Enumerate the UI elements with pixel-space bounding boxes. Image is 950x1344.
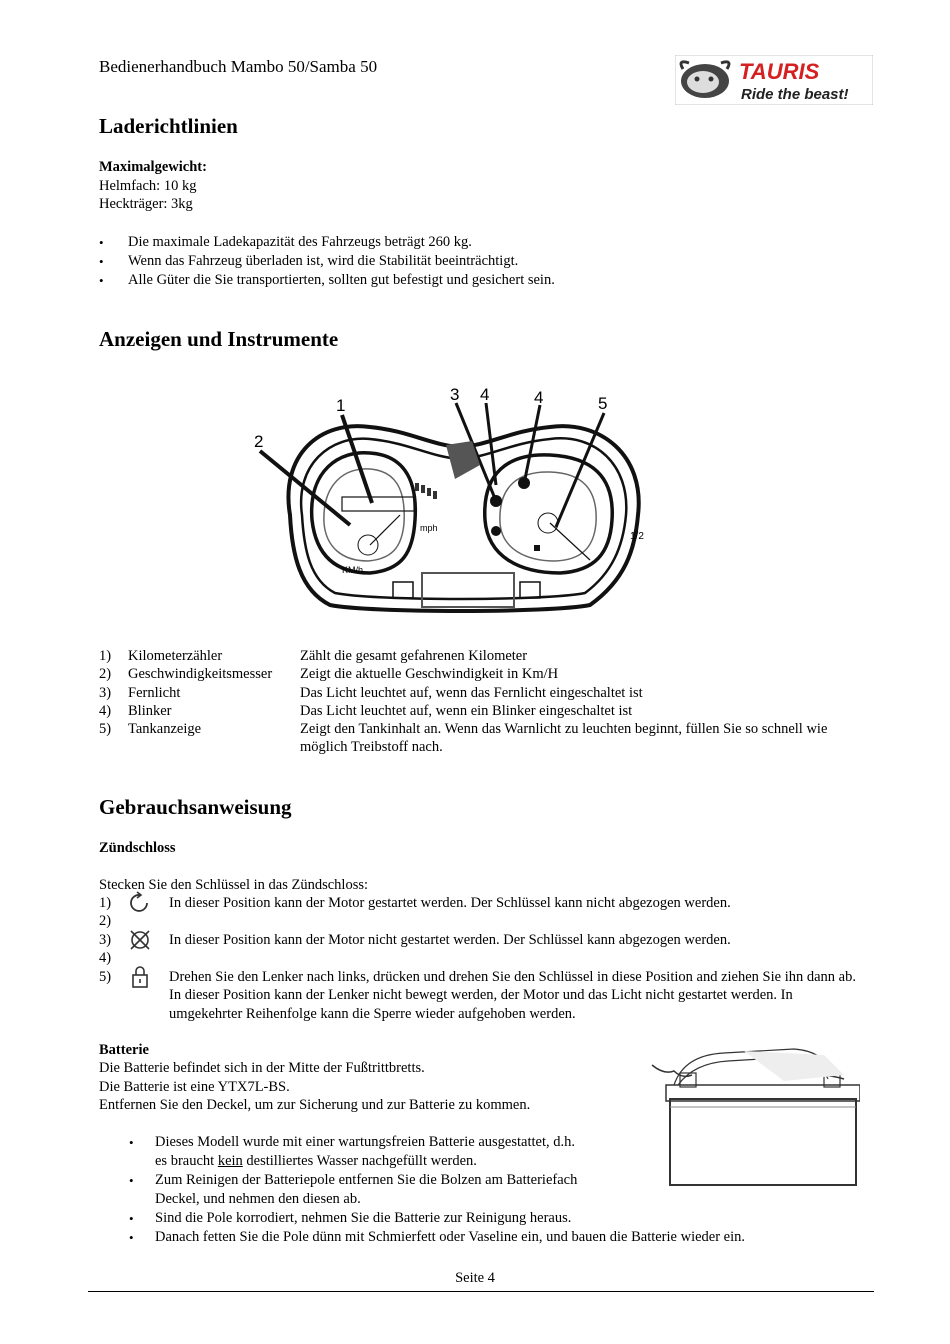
list-item: • Die maximale Ladekapazität des Fahrzeugs beträgt 260 kg. <box>99 233 859 252</box>
max-weight-subheading: Maximalgewicht: <box>99 159 207 175</box>
figure-label-1: 1 <box>336 396 346 415</box>
tauris-logo <box>675 55 873 105</box>
load-bullet-list <box>99 233 859 290</box>
batterie-subheading: Batterie <box>99 1042 149 1058</box>
zuendschloss-subheading: Zündschloss <box>99 840 176 856</box>
table-row: 4) Blinker Das Licht leuchtet auf, wenn ein Blinker eingeschaltet ist <box>99 702 633 719</box>
footer-divider <box>88 1291 874 1292</box>
crossed-circle-icon <box>128 928 152 952</box>
battery-line-3: Entfernen Sie den Deckel, um zur Sicherung und zur Batterie zu kommen. <box>99 1097 531 1113</box>
battery-line-2: Die Batterie ist eine YTX7L-BS. <box>99 1079 290 1095</box>
zuendschloss-intro: Stecken Sie den Schlüssel in das Zündschloss: <box>99 877 369 893</box>
page-number: Seite 4 <box>455 1270 495 1286</box>
gauge-half-text: 1/2 <box>630 531 644 542</box>
section-heading-laderichtlinien: Laderichtlinien <box>99 114 238 138</box>
list-item: • Wenn das Fahrzeug überladen ist, wird die Stabilität beeinträchtigt. <box>99 252 859 271</box>
weight-line-helmet: Helmfach: 10 kg <box>99 178 197 194</box>
figure-label-3: 3 <box>450 385 460 404</box>
list-item: • Dieses Modell wurde mit einer wartungsfreien Batterie ausgestattet, d.h. es braucht kein destilliertes Wasser nachgefüllt werden. <box>129 1133 819 1171</box>
table-row: 5) Tankanzeige Zeigt den Tankinhalt an. Wenn das Warnlicht zu leuchten beginnt, füllen Sie so schnell wie möglich Treibstoff nach. <box>99 721 828 756</box>
battery-bullet-list <box>129 1133 819 1247</box>
list-item: • Zum Reinigen der Batteriepole entfernen Sie die Bolzen am Batteriefach Deckel, und nehmen den diesen ab. <box>129 1171 819 1209</box>
document-header-title: Bedienerhandbuch Mambo 50/Samba 50 <box>99 57 378 76</box>
battery-line-1: Die Batterie befindet sich in der Mitte der Fußtrittbretts. <box>99 1060 425 1076</box>
figure-label-5: 5 <box>598 394 608 413</box>
gauge-kmh-text: KM/h <box>342 565 364 575</box>
figure-label-4b: 4 <box>534 388 544 407</box>
logo-slogan-text: Ride the beast! <box>741 86 849 103</box>
table-row: 1) Kilometerzähler Zählt die gesamt gefahrenen Kilometer <box>99 648 528 664</box>
list-item: • Danach fetten Sie die Pole dünn mit Schmierfett oder Vaseline ein, und bauen die Batterie wieder ein. <box>129 1228 819 1247</box>
weight-line-rack: Heckträger: 3kg <box>99 196 193 212</box>
figure-label-4a: 4 <box>480 385 490 404</box>
table-row: 2) Geschwindigkeitsmesser Zeigt die aktuelle Geschwindigkeit in Km/H <box>99 666 559 683</box>
section-heading-gebrauchsanweisung: Gebrauchsanweisung <box>99 795 292 819</box>
section-heading-instrumente: Anzeigen und Instrumente <box>99 327 339 351</box>
list-item: • Sind die Pole korrodiert, nehmen Sie die Batterie zur Reinigung heraus. <box>129 1209 819 1228</box>
instrument-legend-list <box>99 647 830 757</box>
figure-label-2: 2 <box>254 432 264 451</box>
padlock-icon <box>128 965 152 989</box>
list-item: • Alle Güter die Sie transportierten, sollten gut befestigt und gesichert sein. <box>99 271 859 290</box>
instrument-panel-illustration <box>250 375 670 625</box>
gauge-mph-text: mph <box>420 523 438 533</box>
logo-brand-text: TAURIS <box>739 59 820 84</box>
table-row: 3) Fernlicht Das Licht leuchtet auf, wenn das Fernlicht eingeschaltet ist <box>99 684 643 701</box>
rotate-arrow-icon <box>128 891 152 915</box>
